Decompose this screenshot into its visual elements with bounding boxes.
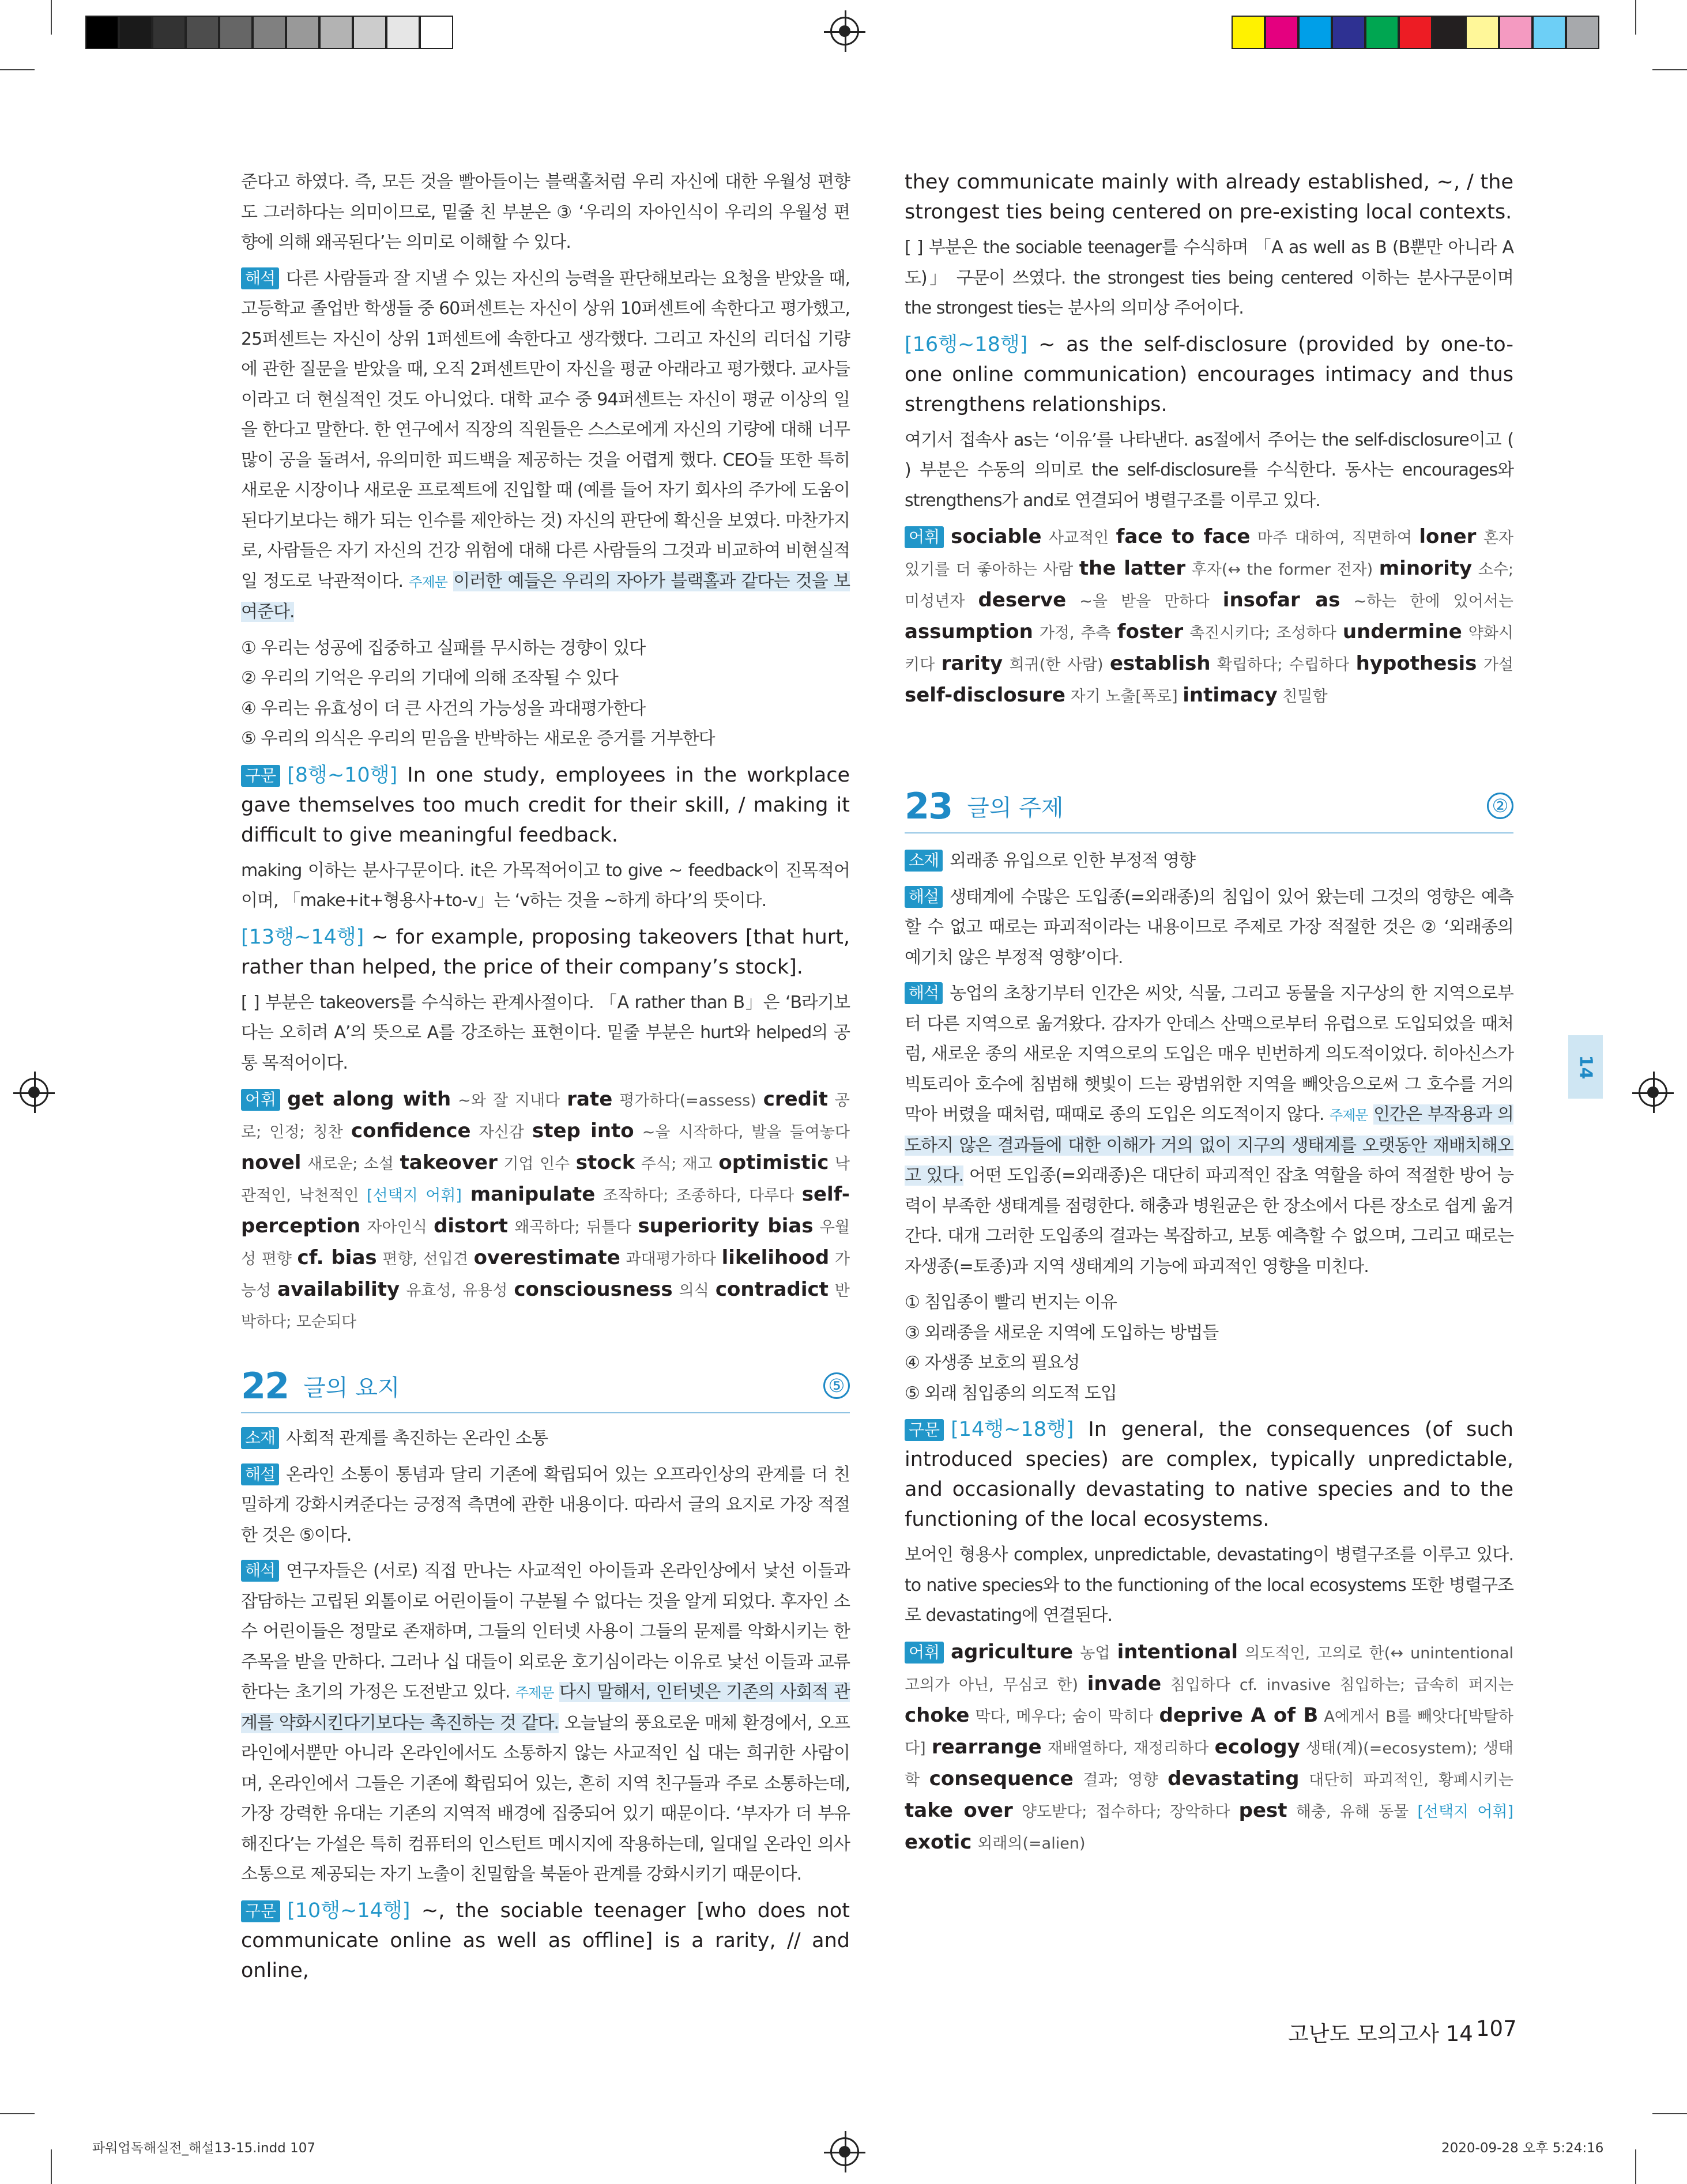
crop-mark (1635, 2149, 1636, 2184)
vocab-word: rarity (941, 652, 1003, 675)
syntax-note: [ ] 부분은 the sociable teenager를 수식하며 「A as well as B (B뿐만 아니라 A도)」 구문이 쓰였다. the strongest ties being centered 이하는 분사구문이며 the strongest ties는 분사의 의미상 주어이다. (905, 237, 1513, 318)
section-number: 22 (241, 1364, 289, 1407)
line-ref: [8행~10행] (287, 763, 398, 787)
vocab-word: likelihood (721, 1246, 830, 1269)
registration-mark-icon (20, 1078, 48, 1107)
vocab-meaning: 친밀함 (1277, 688, 1328, 706)
explanation-tag: 해설 (905, 886, 943, 908)
vocab-meaning: 농업 (1073, 1644, 1117, 1662)
section-title: 글의 요지 (303, 1374, 400, 1401)
syntax-note: 보어인 형용사 complex, unpredictable, devastating이 병렬구조를 이루고 있다. to native species와 to the functioning of the local ecosystems 또한 병렬구조로 devastating에 연결된다. (905, 1545, 1513, 1625)
vocab-word: cf. bias (297, 1246, 377, 1269)
vocab-meaning: 소수; 미성년자 (905, 561, 1513, 610)
vocab-word: consciousness (514, 1278, 673, 1301)
syntax-block (241, 760, 850, 850)
vocab-meaning: 재배열하다, 재정리하다 (1041, 1739, 1215, 1757)
vocab-meaning: ~하는 한에 있어서는 (1340, 593, 1513, 610)
vocab-meaning: 자신감 (470, 1123, 532, 1141)
color-swatch (1265, 16, 1298, 49)
vocab-tag: 어휘 (241, 1089, 280, 1111)
vocab-meaning: 주식; 재고 (635, 1155, 719, 1173)
vocab-meaning: 희귀(한 사람) (1003, 656, 1110, 674)
line-ref: [10행~14행] (287, 1899, 411, 1922)
slug-filename: 파워업독해실전_해설13-15.indd 107 (92, 2141, 315, 2156)
syntax-english: they communicate mainly with already established, ~, / the strongest ties being centered on pre-existing local contexts. (905, 171, 1513, 224)
topic-text: 외래종 유입으로 인한 부정적 영향 (950, 851, 1195, 871)
right-column (905, 167, 1513, 718)
syntax-note: [ ] 부분은 takeovers를 수식하는 관계사절이다. 「A rather than B」은 ‘B라기보다는 오히려 A’의 뜻으로 A를 강조하는 표현이다. 밑줄 부분은 hurt와 helped의 공통 목적어이다. (241, 992, 850, 1073)
color-swatch (119, 16, 152, 49)
color-swatch (319, 16, 353, 49)
vocab-word: loner (1419, 525, 1477, 548)
color-swatch (152, 16, 186, 49)
registration-mark-icon (830, 17, 859, 46)
color-swatch (1298, 16, 1332, 49)
syntax-tag: 구문 (905, 1419, 944, 1441)
interpretation-tag: 해석 (241, 267, 279, 289)
vocab-word: foster (1117, 620, 1184, 643)
explanation-tag: 해설 (241, 1463, 279, 1485)
theme-sentence: 다시 말해서, 인터넷은 기존의 사회적 관계를 약화시킨다기보다는 촉진하는 것 같다. (241, 1682, 850, 1733)
vocab-meaning: 외래의(=alien) (977, 1834, 1086, 1853)
color-swatch (1432, 16, 1466, 49)
vocab-word: intentional (1117, 1640, 1238, 1664)
color-swatch (1399, 16, 1432, 49)
color-swatch (253, 16, 286, 49)
theme-sentence: 이러한 예들은 우리의 자아가 블랙홀과 같다는 것을 보여준다. (241, 571, 850, 622)
vocab-meaning: A에게서 B를 빼앗다[박탈하다] (905, 1707, 1513, 1757)
crop-mark (1652, 2113, 1687, 2114)
vocab-word: contradict (715, 1278, 829, 1301)
vocab-word: choke (905, 1703, 970, 1727)
option-item: ④ 우리는 유효성이 더 큰 사건의 가능성을 과대평가한다 (241, 698, 646, 719)
syntax-english: ~ as the self-disclosure (provided by one-to-one online communication) encourages intimacy and thus strengthens relationships. (905, 333, 1513, 416)
theme-sentence: 인간은 부작용과 의도하지 않은 결과들에 대한 이해가 거의 없이 지구의 생태계를 오랫동안 재배치해오고 있다. (905, 1104, 1513, 1186)
vocab-word: credit (763, 1088, 828, 1111)
vocab-meaning: 막다, 메우다; 숨이 막히다 (969, 1707, 1159, 1726)
topic-text: 사회적 관계를 촉진하는 온라인 소통 (286, 1428, 548, 1449)
crop-mark (51, 2149, 52, 2184)
vocab-word: intimacy (1183, 684, 1278, 707)
crop-mark (1652, 69, 1687, 70)
line-ref: [14행~18행] (951, 1418, 1074, 1441)
syntax-tag: 구문 (241, 1900, 280, 1922)
vocab-word: face to face (1116, 525, 1251, 548)
syntax-english: In general, the consequences (of such introduced species) are complex, typically unpredictable, and occasionally devastating to native species and to the functioning of the local ecosystems. (905, 1418, 1513, 1531)
vocab-word: overestimate (473, 1246, 620, 1269)
vocab-meaning: 의도적인, 고의로 한(↔ unintentional 고의가 아닌, 무심코 한) (905, 1644, 1513, 1694)
theme-label: 주제문 (409, 574, 447, 590)
chapter-side-tab: 14 (1568, 1035, 1603, 1099)
syntax-note: making 이하는 분사구문이다. it은 가목적어이고 to give ~ feedback이 진목적어이며, 「make+it+형용사+to-v」는 ‘v하는 것을 ~하게 하다’의 뜻이다. (241, 860, 850, 911)
interpretation-text: 연구자들은 (서로) 직접 만나는 사교적인 아이들과 온라인상에서 낯선 이들과 잡담하는 고립된 외톨이로 어린이들이 구분될 수 없다는 것을 알게 되었다. 후자인 소수 어린이들은 정말로 존재하며, 그들의 인터넷 사용이 그들의 문제를 악화시키는 한 주목을 받을 만하다. 그러나 십 대들이 외로운 호기심이라는 이유로 낯선 이들과 교류한다는 초기의 가정은 도전받고 있다. (241, 1561, 850, 1702)
answer-circle: ⑤ (823, 1372, 850, 1399)
vocab-word: deprive A of B (1159, 1703, 1319, 1727)
vocab-word: take over (905, 1798, 1013, 1822)
crop-mark (51, 0, 52, 35)
color-swatch (85, 16, 119, 49)
vocab-word: novel (241, 1151, 302, 1174)
continued-explanation: 준다고 하였다. 즉, 모든 것을 빨아들이는 블랙홀처럼 우리 자신에 대한 우월성 편향도 그러하다는 의미이므로, 밑줄 친 부분은 ③ ‘우리의 자아인식이 우리의 우월성 편향에 의해 왜곡된다’는 의미로 이해할 수 있다. (241, 172, 850, 252)
explanation-text: 생태계에 수많은 도입종(=외래종)의 침입이 있어 왔는데 그것의 영향은 예측할 수 없고 때로는 파괴적이라는 내용이므로 주제로 가장 적절한 것은 ② ‘외래종의 예기치 않은 부정적 영향’이다. (905, 887, 1513, 968)
syntax-english: ~ for example, proposing takeovers [that hurt, rather than helped, the price of their company’s stock]. (241, 925, 850, 979)
line-ref: [16행~18행] (905, 333, 1028, 356)
answer-circle: ② (1487, 793, 1513, 819)
interpretation-text: 오늘날의 풍요로운 매체 환경에서, 오프라인에서뿐만 아니라 온라인에서도 소통하지 않는 사교적인 십 대는 희귀한 사람이며, 온라인에서 그들은 기존에 확립되어 있는, 흔히 지역 친구들과 주로 소통하는데, 가장 강력한 유대는 기존의 지역적 배경에 집중되어 있기 때문이다. ‘부자가 더 부유해진다’는 가설은 특히 컴퓨터의 인스턴트 메시지에 작용하는데, 일대일 온라인 의사소통으로 제공되는 자기 노출이 친밀함을 북돋아 관계를 강화시키기 때문이다. (241, 1713, 850, 1884)
vocab-meaning: 낙관적인, 낙천적인 (241, 1155, 850, 1205)
vocab-word: establish (1109, 652, 1211, 675)
vocab-word: self-perception (241, 1183, 850, 1238)
line-ref: [13행~14행] (241, 925, 364, 949)
vocab-word: rearrange (931, 1735, 1042, 1759)
vocab-word: consequence (929, 1767, 1074, 1790)
theme-label: 주제문 (1329, 1107, 1368, 1123)
interpretation-text: 어떤 도입종(=외래종)은 대단히 파괴적인 잡초 역할을 하여 적절한 방어 능력이 부족한 생태계를 점령한다. 해충과 병원균은 한 장소에서 다른 장소로 쉽게 옮겨간다. 대개 그러한 도입종의 결과는 복잡하고, 보통 예측할 수 없으며, 그리고 때로는 자생종(=토종)과 지역 생태계의 기능에 파괴적인 영향을 미친다. (905, 1165, 1513, 1277)
vocab-meaning: 과대평가하다 (620, 1250, 722, 1268)
vocab-meaning: 가정, 추측 (1033, 624, 1117, 642)
vocab-word: agriculture (951, 1640, 1074, 1664)
color-swatch (1466, 16, 1499, 49)
vocab-word: sociable (951, 525, 1042, 548)
vocab-word: undermine (1342, 620, 1462, 643)
vocab-meaning: 생태(계)(=ecosystem); 생태학 (905, 1739, 1513, 1789)
vocab-meaning: ~와 잘 지내다 (451, 1092, 567, 1110)
vocab-meaning: 후자(↔ the former 전자) (1185, 561, 1379, 579)
color-swatch (353, 16, 386, 49)
vocab-word: devastating (1168, 1767, 1300, 1790)
vocab-meaning: 침입하다 cf. invasive 침입하는; 급속히 퍼지는 (1161, 1676, 1513, 1694)
vocab-word: self-disclosure (905, 684, 1065, 707)
vocab-word: availability (277, 1278, 400, 1301)
vocab-meaning: 가설 (1477, 656, 1513, 674)
vocab-meaning: 확립하다; 수립하다 (1210, 656, 1356, 674)
vocab-meaning: 혼자 있기를 더 좋아하는 사람 (905, 529, 1513, 579)
option-item: ③ 외래종을 새로운 지역에 도입하는 방법들 (905, 1322, 1219, 1343)
vocab-word: the latter (1079, 557, 1186, 580)
registration-mark-icon (1639, 1078, 1667, 1107)
vocab-meaning: 편향, 선입견 (376, 1250, 474, 1268)
option-list (241, 633, 850, 755)
vocab-meaning: 왜곡하다; 뒤틀다 (507, 1219, 638, 1236)
vocab-meaning: 사교적인 (1041, 529, 1116, 547)
vocab-meaning: ~을 시작하다, 발을 들여놓다 (634, 1123, 850, 1141)
vocab-meaning: 마주 대하여, 직면하여 (1250, 529, 1419, 547)
vocab-word: insofar as (1222, 589, 1340, 612)
page-number: 107 (1476, 2016, 1517, 2041)
left-column (241, 167, 850, 1343)
crop-mark (0, 69, 35, 70)
vocab-meaning: 평가하다(=assess) (612, 1092, 763, 1110)
vocab-word: confidence (351, 1119, 471, 1142)
color-swatch (1499, 16, 1532, 49)
option-item: ① 우리는 성공에 집중하고 실패를 무시하는 경향이 있다 (241, 638, 646, 658)
vocab-meaning: 공로; 인정; 칭찬 (241, 1092, 850, 1141)
option-item: ② 우리의 기억은 우리의 기대에 의해 조작될 수 있다 (241, 668, 618, 688)
vocab-tag: 어휘 (905, 1642, 944, 1664)
crop-mark (0, 2113, 35, 2114)
vocab-word: superiority bias (638, 1214, 814, 1238)
vocab-word: manipulate (470, 1183, 596, 1206)
vocab-meaning: 기업 인수 (497, 1155, 576, 1173)
color-swatch (1566, 16, 1599, 49)
vocab-meaning: 자아인식 (360, 1219, 434, 1236)
section-22-body (241, 1424, 850, 1991)
choice-vocab-label: [선택지 어휘] (1417, 1802, 1514, 1821)
syntax-block (241, 922, 850, 982)
vocab-meaning: 결과; 영향 (1073, 1771, 1168, 1789)
interpretation-text: 농업의 초창기부터 인간은 씨앗, 식물, 그리고 동물을 지구상의 한 지역으로부터 다른 지역으로 옮겨왔다. 감자가 안데스 산맥으로부터 유럽으로 도입되었을 때처럼, 새로운 종의 새로운 지역으로의 도입은 매우 빈번하게 의도적이었다. 히아신스가 빅토리아 호수에 침범해 햇빛이 드는 광범위한 지역을 빼앗음으로써 그 호수를 거의 막아 버렸을 때처럼, 때때로 종의 도입은 의도적이지 않다. (905, 983, 1513, 1125)
section-23-header (905, 779, 1513, 833)
registration-mark-icon (830, 2137, 859, 2166)
vocab-meaning: 우월성 편향 (241, 1219, 850, 1268)
vocab-meaning: 양도받다; 접수하다; 장악하다 (1012, 1802, 1239, 1821)
option-item: ① 침입종이 빨리 번지는 이유 (905, 1292, 1117, 1312)
vocab-word: pest (1238, 1798, 1287, 1822)
color-swatch (386, 16, 420, 49)
vocab-meaning: 의식 (672, 1282, 716, 1300)
crop-mark (1635, 0, 1636, 35)
vocab-block (241, 1084, 850, 1337)
color-swatch (1232, 16, 1265, 49)
gray-color-bar (85, 16, 453, 49)
color-swatch (420, 16, 453, 49)
section-22-header (241, 1359, 850, 1413)
option-item: ⑤ 우리의 의식은 우리의 믿음을 반박하는 새로운 증거를 거부한다 (241, 729, 715, 749)
vocab-word: step into (532, 1119, 634, 1142)
vocab-word: exotic (905, 1830, 972, 1854)
theme-label: 주제문 (515, 1685, 554, 1701)
vocab-meaning: 촉진시키다; 조성하다 (1183, 624, 1343, 642)
choice-vocab-label: [선택지 어휘] (367, 1187, 462, 1205)
vocab-meaning: 유효성, 유용성 (400, 1282, 514, 1300)
interpretation-block (241, 264, 850, 628)
footer-title: 고난도 모의고사 14 (1288, 2021, 1473, 2046)
vocab-word: stock (575, 1151, 635, 1174)
syntax-english: ~, the sociable teenager [who does not communicate online as well as offline] is a rarity, // and online, (241, 1899, 850, 1982)
section-23-body (905, 846, 1513, 1865)
vocab-block (905, 1637, 1513, 1859)
vocab-meaning: 대단히 파괴적인, 황폐시키는 (1299, 1771, 1513, 1789)
vocab-meaning: 자기 노출[폭로] (1065, 688, 1183, 706)
color-swatch (1532, 16, 1566, 49)
vocab-word: optimistic (718, 1151, 829, 1174)
vocab-meaning: 약화시키다 (905, 624, 1513, 674)
interpretation-tag: 해석 (905, 982, 943, 1004)
vocab-word: invade (1087, 1672, 1162, 1695)
interpretation-text: 다른 사람들과 잘 지낼 수 있는 자신의 능력을 판단해보라는 요청을 받았을 때, 고등학교 졸업반 학생들 중 60퍼센트는 자신이 상위 10퍼센트에 속한다고 평가했고, 25퍼센트는 자신이 상위 1퍼센트에 속한다고 생각했다. 그리고 자신의 리더십 기량에 관한 질문을 받았을 때, 오직 2퍼센트만이 자신을 평균 아래라고 평가했다. 교사들이라고 더 현실적인 것도 아니었다. 대학 교수 중 94퍼센트는 자신이 평균 이상의 일을 한다고 말한다. 한 연구에서 직장의 직원들은 스스로에게 자신의 기량에 대해 너무 많이 공을 돌려서, 유의미한 피드백을 제공하는 것을 어렵게 했다. CEO들 또한 특히 새로운 시장이나 새로운 프로젝트에 진입할 때 (예를 들어 자기 회사의 주가에 도움이 된다기보다는 해가 되는 인수를 제안하는 것) 자신의 판단에 확신을 보였다. 마찬가지로, 사람들은 자기 자신의 건강 위험에 대해 다른 사람들의 그것과 비교하여 비현실적일 정도로 낙관적이다. (241, 268, 850, 591)
vocab-word: deserve (978, 589, 1067, 612)
vocab-word: takeover (400, 1151, 498, 1174)
vocab-word: ecology (1214, 1735, 1300, 1759)
color-swatch (1365, 16, 1399, 49)
vocab-meaning: ~을 받을 만하다 (1066, 593, 1223, 610)
vocab-block (905, 522, 1513, 712)
syntax-tag: 구문 (241, 765, 280, 787)
vocab-meaning: 조작하다; 조종하다, 다루다 (595, 1187, 802, 1205)
syntax-english: In one study, employees in the workplace gave themselves too much credit for their skill, / making it difficult to give meaningful feedback. (241, 763, 850, 847)
cmyk-color-bar (1232, 16, 1599, 49)
interpretation-tag: 해석 (241, 1560, 279, 1582)
vocab-word: get along with (287, 1088, 451, 1111)
option-list (905, 1288, 1513, 1409)
slug-date: 2020-09-28 오후 5:24:16 (1441, 2141, 1604, 2156)
color-swatch (286, 16, 319, 49)
vocab-meaning: 가능성 (241, 1250, 850, 1300)
vocab-meaning: 해충, 유해 동물 (1287, 1802, 1418, 1821)
vocab-word: rate (567, 1088, 613, 1111)
option-item: ④ 자생종 보호의 필요성 (905, 1353, 1080, 1373)
vocab-tag: 어휘 (905, 526, 944, 548)
vocab-word: assumption (905, 620, 1033, 643)
color-swatch (219, 16, 253, 49)
vocab-meaning: 새로운; 소설 (301, 1155, 400, 1173)
vocab-word: hypothesis (1355, 652, 1477, 675)
option-item: ⑤ 외래 침입종의 의도적 도입 (905, 1383, 1117, 1404)
section-number: 23 (905, 784, 952, 827)
topic-tag: 소재 (241, 1427, 279, 1449)
explanation-text: 온라인 소통이 통념과 달리 기존에 확립되어 있는 오프라인상의 관계를 더 친밀하게 강화시켜준다는 긍정적 측면에 관한 내용이다. 따라서 글의 요지로 가장 적절한 것은 ⑤이다. (241, 1464, 850, 1545)
vocab-word: minority (1379, 557, 1473, 580)
section-title: 글의 주제 (967, 794, 1064, 821)
topic-tag: 소재 (905, 850, 943, 872)
color-swatch (1332, 16, 1365, 49)
vocab-word: distort (434, 1214, 508, 1238)
color-swatch (186, 16, 219, 49)
vocab-meaning: 반박하다; 모순되다 (241, 1282, 850, 1331)
syntax-note: 여기서 접속사 as는 ‘이유’를 나타낸다. as절에서 주어는 the self-disclosure이고 ( ) 부분은 수동의 의미로 the self-disclosure를 수식한다. 동사는 encourages와 strengthens가 and로 연결되어 병렬구조를 이루고 있다. (905, 429, 1513, 511)
